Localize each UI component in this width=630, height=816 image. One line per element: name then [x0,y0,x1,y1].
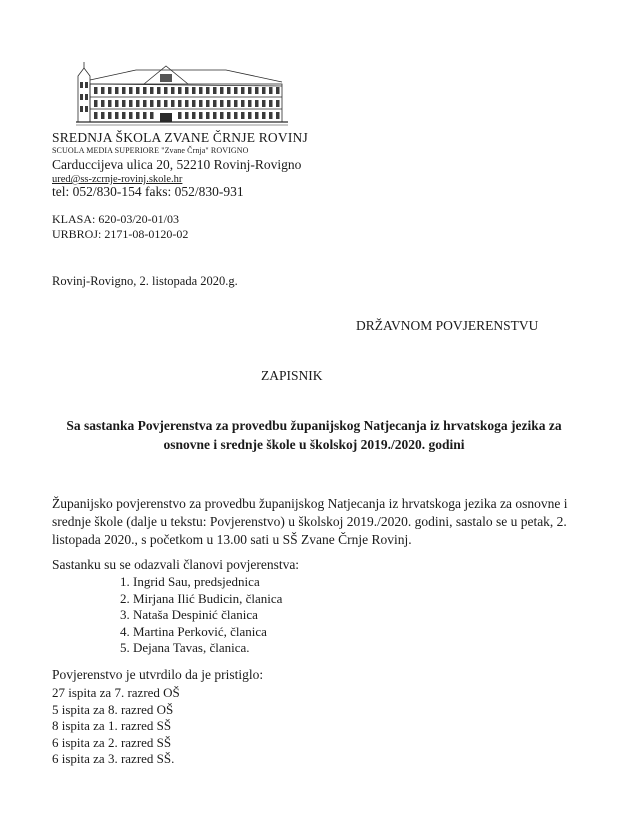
document-subject: Sa sastanka Povjerenstva za provedbu županijskog Natjecanja iz hrvatskoga jezika za osnovne i srednje škole u školskoj 2019./2020. godini [66,418,562,452]
body-paragraph: Županijsko povjerenstvo za provedbu županijskog Natjecanja iz hrvatskoga jezika za osnovne i srednje škole (dalje u tekstu: Povjerenstvo) u školskoj 2019./2020. godini, sastalo se u petak, 2. listopada 2020., s početkom u 13.00 sati u SŠ Zvane Črnje Rovinj. [52,496,568,547]
list-item: 5. Dejana Tavas, članica. [120,640,250,655]
school-address: Carduccijeva ulica 20, 52210 Rovinj-Rovigno [52,157,302,172]
document-title: ZAPISNIK [261,368,323,383]
members-list [120,574,282,657]
list-item: 6 ispita za 3. razred SŠ. [52,751,175,766]
klasa-reference: KLASA: 620-03/20-01/03 [52,212,179,226]
conclusion-intro: Povjerenstvo je utvrdilo da je pristiglo: [52,667,264,682]
school-name-italian: SCUOLA MEDIA SUPERIORE "Zvane Črnja" ROVIGNO [52,146,249,155]
school-email-link[interactable]: ured@ss-zcrnje-rovinj.skole.hr [52,174,183,185]
attendance-intro: Sastanku su se odazvali članovi povjerenstva: [52,557,300,572]
list-item: 6 ispita za 2. razred SŠ [52,734,172,750]
recipient: DRŽAVNOM POVJERENSTVU [356,318,539,333]
urbroj-reference: URBROJ: 2171-08-0120-02 [52,227,189,241]
school-name: SREDNJA ŠKOLA ZVANE ČRNJE ROVINJ [52,130,308,145]
date-line: Rovinj-Rovigno, 2. listopada 2020.g. [52,274,238,288]
school-phone-fax: tel: 052/830-154 faks: 052/830-931 [52,184,244,199]
list-item: 1. Ingrid Sau, predsjednica [120,574,260,589]
list-item: 8 ispita za 1. razred SŠ [52,718,172,733]
list-item: 4. Martina Perković, članica [120,623,267,639]
results-list [52,685,180,768]
list-item: 2. Mirjana Ilić Budicin, članica [120,590,283,606]
list-item: 27 ispita za 7. razred OŠ [52,685,180,700]
school-building-logo [76,62,288,128]
list-item: 5 ispita za 8. razred OŠ [52,701,174,717]
list-item: 3. Nataša Despinić članica [120,607,258,622]
